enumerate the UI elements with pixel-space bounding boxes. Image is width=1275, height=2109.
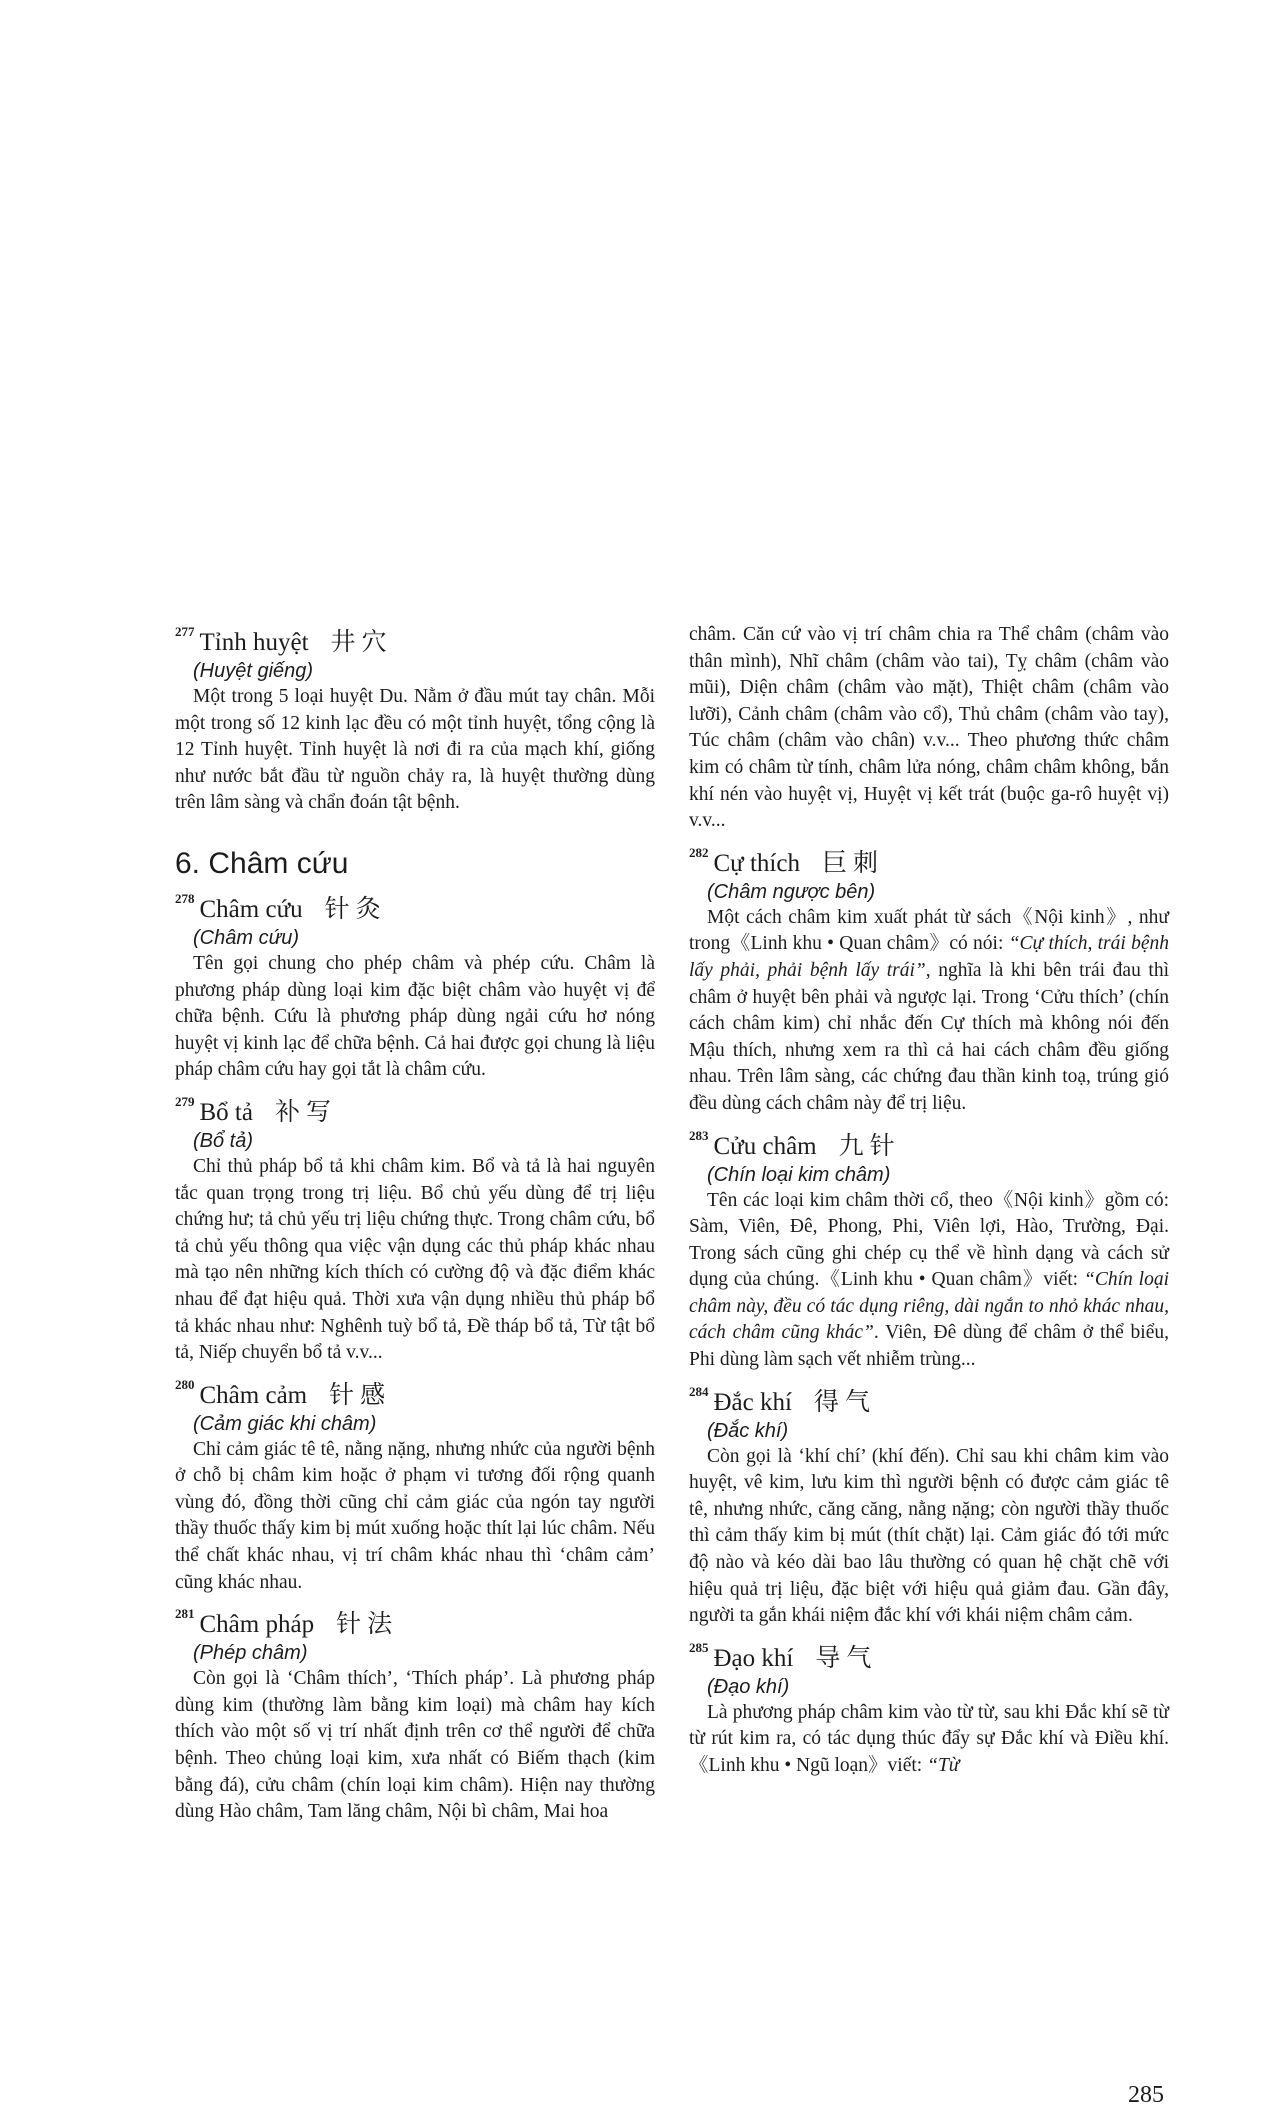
entry-heading bbox=[175, 622, 655, 658]
entry-translation: (Châm ngược bên) bbox=[707, 880, 876, 903]
entry-number: 278 bbox=[175, 890, 195, 906]
entry-body: Một trong 5 loại huyệt Du. Nằm ở đầu mút tay chân. Mỗi một trong số 12 kinh lạc đều có một tỉnh huyệt, tổng cộng là 12 Tỉnh huyệt. Tỉnh huyệt là nơi đi ra của mạch khí, giống như nước bắt đầu từ nguồn chảy ra, là huyệt thường dùng trên lâm sàng và chẩn đoán tật bệnh. bbox=[175, 686, 655, 814]
entry-heading bbox=[689, 1126, 1169, 1162]
entry-translation: (Đắc khí) bbox=[707, 1419, 789, 1442]
entry-number: 280 bbox=[175, 1376, 195, 1392]
page-number: 285 bbox=[1128, 2082, 1164, 2108]
entry-term: Cự thích bbox=[713, 849, 800, 877]
entry-translation: (Huyệt giếng) bbox=[193, 660, 314, 682]
entry-translation: (Đạo khí) bbox=[707, 1675, 790, 1698]
entry-body bbox=[689, 1188, 1169, 1374]
entry-body: Chỉ cảm giác tê tê, nằng nặng, nhưng nhức của người bệnh ở chỗ bị châm kim hoặc ở phạm vi tương đối rộng quanh vùng đó, đồng thời cũng chỉ cảm giác của ngón tay người thầy thuốc thấy kim bị mút xuống hoặc thít lại lúc châm. Nếu thể chất khác nhau, vị trí châm khác nhau thì ‘châm cảm’ cũng khác nhau. bbox=[175, 1438, 655, 1593]
entry-term: Châm cảm bbox=[199, 1381, 308, 1409]
body-text: Một cách châm kim xuất phát từ sách《Nội kinh》, như trong《Linh khu • Quan châm》có nói: bbox=[689, 906, 1169, 955]
entry-body-continued: châm. Căn cứ vào vị trí châm chia ra Thể châm (châm vào thân mình), Nhĩ châm (châm vào tai), Tỵ châm (châm vào mũi), Diện châm (châm vào mặt), Thiệt châm (châm vào lưỡi), Cảnh châm (châm vào cổ), Thủ châm (châm vào tay), Túc châm (châm vào chân) v.v... Theo phương thức châm kim có châm từ tính, châm lửa nóng, châm châm không, bắn khí nén vào huyệt vị, Huyệt vị kết trát (buộc ga-rô huyệt vị) v.v... bbox=[689, 624, 1169, 832]
entry-hanzi: 井穴 bbox=[330, 627, 393, 656]
entry-body bbox=[689, 905, 1169, 1118]
entry-hanzi: 补写 bbox=[274, 1096, 337, 1126]
entry-term: Đắc khí bbox=[713, 1388, 792, 1416]
entry-number: 284 bbox=[689, 1383, 709, 1399]
entry-hanzi: 针法 bbox=[336, 1609, 399, 1639]
entry-body: Chỉ thủ pháp bổ tả khi châm kim. Bổ và tả là hai nguyên tắc quan trọng trong trị liệu. Bổ chủ yếu dùng để trị liệu chứng hư; tả chủ yếu trị liệu chứng thực. Trong châm cứu, bổ tả chủ yếu thông qua việc vận dụng các thủ pháp khác nhau mà tạo nên những kích thích có cường độ và đặc điểm khác nhau để đạt hiệu quả. Thời xưa vận dụng nhiều thủ pháp bổ tả khác nhau như: Nghênh tuỳ bổ tả, Đề tháp bổ tả, Từ tật bổ tả, Niếp chuyển bổ tả v.v... bbox=[175, 1155, 655, 1364]
entry-number: 277 bbox=[175, 624, 195, 639]
entry-term: Bổ tả bbox=[199, 1098, 253, 1126]
entry-translation: (Châm cứu) bbox=[193, 926, 300, 949]
quotation: “Cự thích, trái bệnh lấy phải, phải bệnh lấy trái” bbox=[689, 933, 1169, 981]
section-heading: 6. Châm cứu bbox=[175, 846, 349, 880]
entry-number: 279 bbox=[175, 1093, 195, 1109]
entry-heading bbox=[689, 1638, 1169, 1674]
entry-term: Châm cứu bbox=[199, 895, 303, 923]
entry-hanzi: 针灸 bbox=[324, 893, 387, 923]
body-text: , nghĩa là khi bên trái đau thì châm ở huyệt bên phải và ngược lại. Trong ‘Cửu thích’ (chín cách châm kim) chỉ nhắc đến Cự thích mà không nói đến Mậu thích, nhưng xem ra thì cả hai cách châm đều giống nhau. Trên lâm sàng, các chứng đau thần kinh toạ, trúng gió đều dùng cách châm này để trị liệu. bbox=[689, 959, 1169, 1114]
entry-body: Còn gọi là ‘Châm thích’, ‘Thích pháp’. Là phương pháp dùng kim (thường làm bằng kim loại) mà châm hay kích thích vào một số vị trí nhất định trên cơ thể người để chữa bệnh. Theo chủng loại kim, xưa nhất có Biếm thạch (kim bằng đá), cửu châm (chín loại kim châm). Hiện nay thường dùng Hào châm, Tam lăng châm, Nội bì châm, Mai hoa bbox=[175, 1668, 655, 1823]
entry-number: 282 bbox=[689, 844, 709, 860]
entry-translation: (Cảm giác khi châm) bbox=[193, 1412, 377, 1435]
entry-heading bbox=[175, 1375, 655, 1411]
left-column bbox=[175, 622, 655, 1826]
entry-heading bbox=[689, 843, 1169, 879]
entry-number: 285 bbox=[689, 1639, 709, 1655]
entry-term: Tỉnh huyệt bbox=[199, 629, 309, 656]
entry-body bbox=[689, 1700, 1169, 1780]
quotation: “Chín loại châm này, đều có tác dụng riêng, dài ngắn to nhỏ khác nhau, cách châm cũng khác” bbox=[689, 1269, 1170, 1344]
entry-hanzi: 九针 bbox=[838, 1130, 901, 1160]
entry-body: Còn gọi là ‘khí chí’ (khí đến). Chỉ sau khi châm kim vào huyệt, vê kim, lưu kim thì người bệnh có được cảm giác tê tê, nhưng nhức, căng căng, nằng nặng; còn người thầy thuốc thì cảm thấy kim bị mút (thít chặt) lại. Cảm giác đó tới mức độ nào và kéo dài bao lâu thường có quan hệ chặt chẽ với hiệu quả trị liệu, đặc biệt với hiệu quả giảm đau. Gần đây, người ta gắn khái niệm đắc khí với khái niệm châm cảm. bbox=[689, 1445, 1169, 1627]
entry-translation: (Phép châm) bbox=[193, 1642, 308, 1665]
right-column bbox=[689, 622, 1169, 1780]
body-text: . Viên, Đê dùng để châm ở thể biểu, Phi dùng làm sạch vết nhiễm trùng... bbox=[689, 1322, 1169, 1371]
entry-heading bbox=[175, 889, 655, 925]
entry-hanzi: 针感 bbox=[329, 1379, 392, 1409]
entry-hanzi: 得气 bbox=[813, 1386, 876, 1416]
entry-hanzi: 巨刺 bbox=[821, 847, 884, 877]
entry-translation: (Chín loại kim châm) bbox=[707, 1163, 891, 1186]
entry-translation: (Bổ tả) bbox=[193, 1129, 254, 1152]
entry-heading bbox=[175, 1604, 655, 1640]
entry-heading bbox=[689, 1382, 1169, 1418]
entry-term: Châm pháp bbox=[199, 1611, 315, 1639]
body-text: Là phương pháp châm kim vào từ từ, sau khi Đắc khí sẽ từ từ rút kim ra, có tác dụng thúc đẩy sự Đắc khí và Điều khí.《Linh khu • Ngũ loạn》viết: bbox=[689, 1701, 1169, 1776]
entry-number: 281 bbox=[175, 1606, 195, 1622]
entry-term: Cửu châm bbox=[713, 1132, 817, 1160]
body-text: Tên các loại kim châm thời cổ, theo《Nội kinh》gồm có: Sàm, Viên, Đê, Phong, Phi, Viên lợi, Hào, Trường, Đại. Trong sách cũng ghi chép cụ thể về hình dạng và cách sử dụng của chúng.《Linh khu • Quan châm》viết: bbox=[689, 1189, 1169, 1291]
entry-term: Đạo khí bbox=[713, 1644, 794, 1672]
entry-hanzi: 导气 bbox=[815, 1642, 878, 1672]
quotation: “Từ bbox=[927, 1755, 960, 1776]
entry-number: 283 bbox=[689, 1127, 709, 1143]
entry-body: Tên gọi chung cho phép châm và phép cứu. Châm là phương pháp dùng loại kim đặc biệt châm vào huyệt vị để chữa bệnh. Cứu là phương pháp dùng ngải cứu hơ nóng huyệt vị kinh lạc để chữa bệnh. Cả hai được gọi chung là liệu pháp châm cứu hay gọi tắt là châm cứu. bbox=[175, 952, 655, 1081]
entry-heading bbox=[175, 1092, 655, 1128]
